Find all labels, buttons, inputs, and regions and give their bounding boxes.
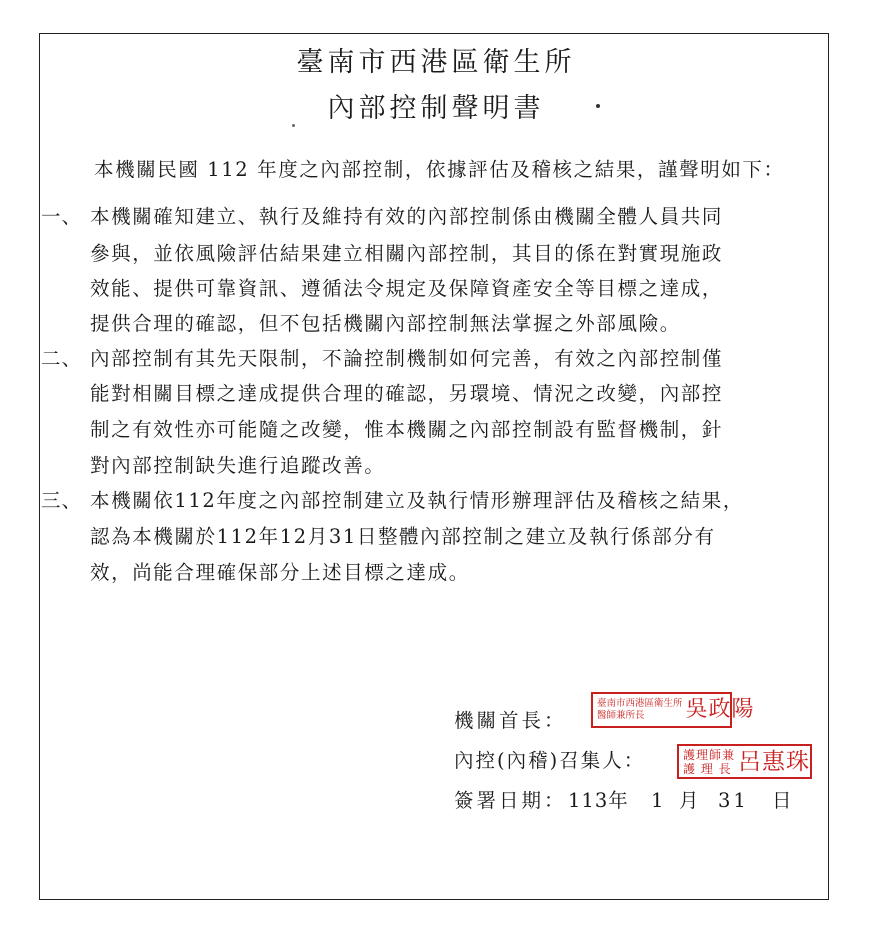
agency-head-seal-name: 吳政陽 (685, 697, 755, 722)
signing-date-day-unit: 日 (772, 789, 795, 812)
document-title: 內部控制聲明書 (327, 93, 545, 124)
signing-date-month: 1 (651, 789, 667, 812)
item-3-line-3: 效，尚能合理確保部分上述目標之達成。 (90, 561, 470, 584)
item-1-line-1: 本機關確知建立、執行及維持有效的內部控制係由機關全體人員共同 (90, 205, 724, 228)
signing-date-day: 31 (718, 789, 749, 812)
agency-head-seal-title: 臺南市西港區衛生所 醫師兼所長 (597, 698, 683, 721)
item-3-marker: 三、 (41, 489, 83, 512)
stray-speck-mark (292, 124, 295, 127)
item-2-marker: 二、 (41, 347, 83, 370)
convener-label: 內控(內稽)召集人： (454, 749, 646, 772)
intro-paragraph: 本機關民國 112 年度之內部控制，依據評估及稽核之結果，謹聲明如下： (94, 158, 785, 181)
item-1-line-4: 提供合理的確認，但不包括機關內部控制無法掌握之外部風險。 (90, 312, 681, 335)
item-2-line-2: 能對相關目標之達成提供合理的確認，另環境、情況之改變，內部控 (90, 382, 724, 405)
agency-head-label: 機關首長： (454, 709, 567, 732)
signing-date-year: 113年 (568, 789, 629, 812)
agency-head-seal (591, 692, 755, 728)
stray-dot-mark (596, 104, 600, 108)
document-title-agency: 臺南市西港區衛生所 (296, 47, 576, 78)
item-2-line-4: 對內部控制缺失進行追蹤改善。 (90, 454, 386, 477)
item-1-marker: 一、 (41, 205, 83, 228)
signing-date-label: 簽署日期： (454, 789, 567, 812)
convener-seal-title: 護理師兼 護 理 長 (683, 747, 736, 776)
item-1-line-2: 參與，並依風險評估結果建立相關內部控制，其目的係在對實現施政 (90, 242, 724, 265)
item-2-line-3: 制之有效性亦可能隨之改變，惟本機關之內部控制設有監督機制，針 (90, 418, 724, 441)
item-3-line-2: 認為本機關於112年12月31日整體內部控制之建立及執行係部分有 (90, 525, 716, 548)
convener-seal-name: 呂惠珠 (738, 748, 811, 775)
item-3-line-1: 本機關依112年度之內部控制建立及執行情形辦理評估及稽核之結果， (90, 489, 744, 512)
item-1-line-3: 效能、提供可靠資訊、遵循法令規定及保障資產安全等目標之達成， (90, 277, 724, 300)
signing-date-month-unit: 月 (679, 789, 702, 812)
convener-seal (677, 744, 812, 779)
item-2-line-1: 內部控制有其先天限制，不論控制機制如何完善，有效之內部控制僅 (90, 347, 724, 370)
